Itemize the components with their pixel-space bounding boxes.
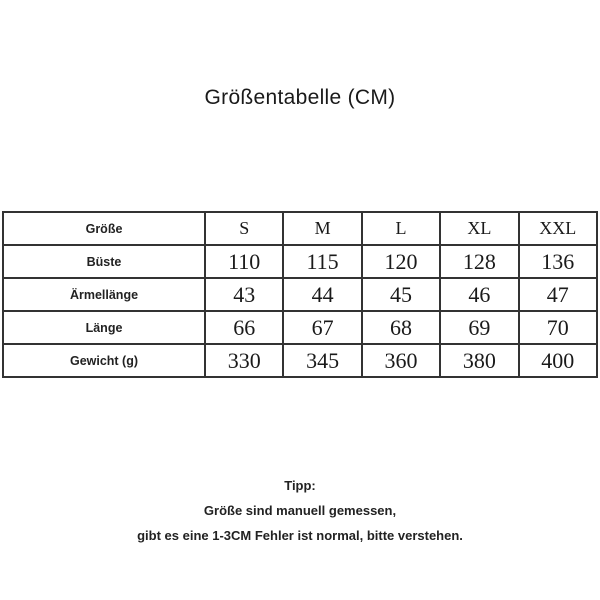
table-row [3,245,597,278]
table-row [3,311,597,344]
size-header-cell: XXL [519,212,597,245]
table-cell: 400 [519,344,597,377]
table-cell: 128 [440,245,518,278]
table-cell: 380 [440,344,518,377]
size-chart-table [2,211,598,378]
table-cell: 115 [283,245,361,278]
row-label-bust: Büste [3,245,205,278]
tip-line-tolerance: gibt es eine 1-3CM Fehler ist normal, bitte verstehen. [137,528,463,543]
tip-heading: Tipp: [284,478,316,493]
size-header-cell: M [283,212,361,245]
table-cell: 66 [205,311,283,344]
table-cell: 136 [519,245,597,278]
size-header-cell: XL [440,212,518,245]
table-cell: 45 [362,278,440,311]
table-cell: 43 [205,278,283,311]
table-cell: 330 [205,344,283,377]
size-header-cell: S [205,212,283,245]
table-cell: 70 [519,311,597,344]
table-cell: 67 [283,311,361,344]
page-title: Größentabelle (CM) [204,86,396,109]
header-label-size: Größe [3,212,205,245]
table-cell: 47 [519,278,597,311]
row-label-sleeve-length: Ärmellänge [3,278,205,311]
size-header-cell: L [362,212,440,245]
table-cell: 110 [205,245,283,278]
table-cell: 68 [362,311,440,344]
table-cell: 345 [283,344,361,377]
row-label-weight: Gewicht (g) [3,344,205,377]
table-row [3,278,597,311]
table-header-row [3,212,597,245]
table-cell: 46 [440,278,518,311]
row-label-length: Länge [3,311,205,344]
table-cell: 69 [440,311,518,344]
table-cell: 360 [362,344,440,377]
table-cell: 44 [283,278,361,311]
table-row [3,344,597,377]
tip-line-measured: Größe sind manuell gemessen, [203,503,397,518]
table-cell: 120 [362,245,440,278]
